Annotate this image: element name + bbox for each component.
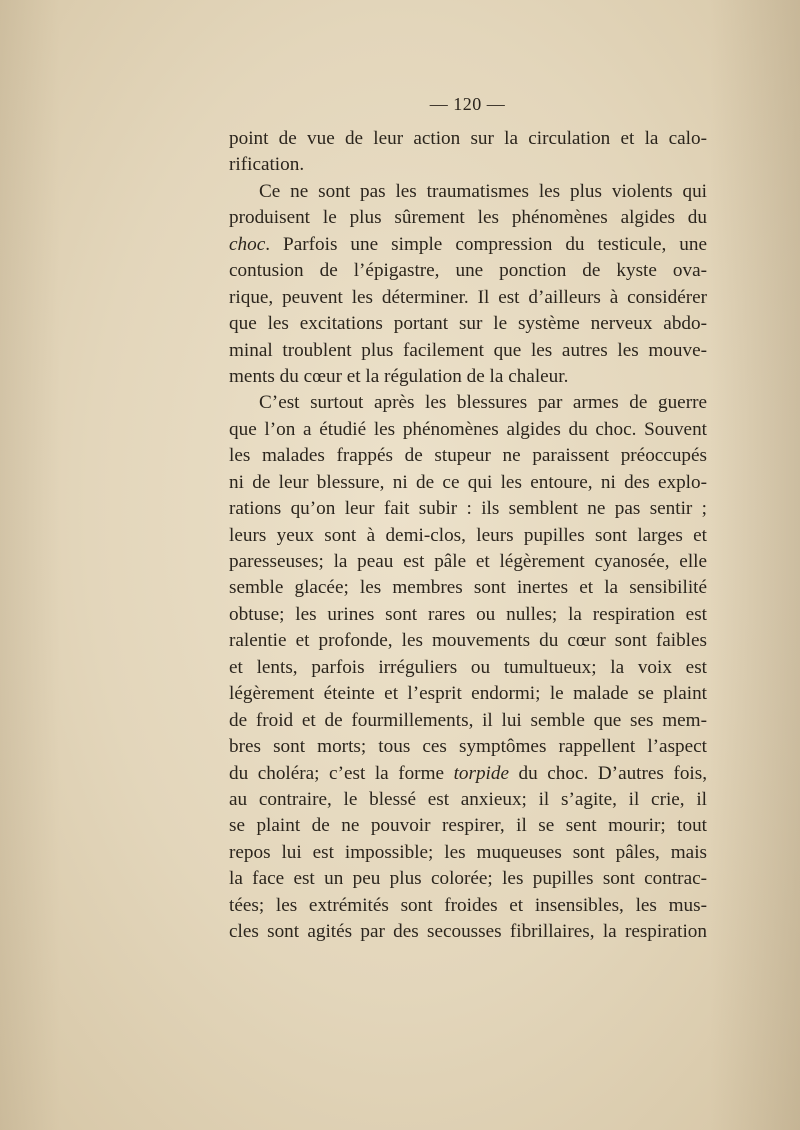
text-line: au contraire, le blessé est anxieux; il s’agite, il crie, il bbox=[229, 788, 707, 810]
text-line bbox=[229, 232, 707, 258]
page-right-shadow bbox=[710, 0, 800, 1130]
text-line: la face est un peu plus colorée; les pupilles sont contrac- bbox=[229, 868, 707, 890]
text-line bbox=[229, 761, 707, 787]
text-line: obtuse; les urines sont rares ou nulles; la respiration est bbox=[229, 603, 707, 625]
text-span: . Parfois une simple compression du testicule, une bbox=[265, 233, 707, 255]
text-line: rations qu’on leur fait subir : ils semblent ne pas sentir ; bbox=[229, 498, 707, 520]
text-line: point de vue de leur action sur la circulation et la calo- bbox=[229, 128, 707, 149]
text-line: que les excitations portant sur le système nerveux abdo- bbox=[229, 313, 707, 335]
text-span: du choléra; c’est la forme bbox=[229, 762, 454, 784]
text-line: de froid et de fourmillements, il lui semble que ses mem- bbox=[229, 709, 707, 731]
italic-term: torpide bbox=[453, 762, 509, 784]
text-line: C’est surtout après les blessures par armes de guerre bbox=[259, 392, 707, 414]
page-number: — 120 — bbox=[429, 94, 506, 114]
text-line: et lents, parfois irréguliers ou tumultueux; la voix est bbox=[229, 656, 707, 678]
text-line: rification. bbox=[229, 154, 305, 176]
text-line: contusion de l’épigastre, une ponction de kyste ova- bbox=[229, 260, 707, 282]
text-line: produisent le plus sûrement les phénomènes algides du bbox=[229, 207, 707, 229]
text-line: bres sont morts; tous ces symptômes rappellent l’aspect bbox=[229, 736, 707, 758]
page-left-shadow bbox=[0, 0, 60, 1130]
text-line: que l’on a étudié les phénomènes algides du choc. Souvent bbox=[229, 418, 707, 440]
text-line: paresseuses; la peau est pâle et légèrement cyanosée, elle bbox=[229, 551, 707, 572]
text-line: légèrement éteinte et l’esprit endormi; le malade se plaint bbox=[229, 683, 707, 705]
text-span: du choc. D’autres fois, bbox=[509, 762, 708, 784]
text-line: semble glacée; les membres sont inertes et la sensibilité bbox=[229, 577, 707, 599]
text-line: tées; les extrémités sont froides et insensibles, les mus- bbox=[229, 894, 707, 916]
text-line: minal troublent plus facilement que les autres les mouve- bbox=[229, 339, 707, 361]
text-line: Ce ne sont pas les traumatismes les plus violents qui bbox=[259, 180, 707, 202]
italic-term: choc bbox=[229, 233, 266, 255]
text-line: ralentie et profonde, les mouvements du cœur sont faibles bbox=[229, 630, 707, 652]
text-line: se plaint de ne pouvoir respirer, il se sent mourir; tout bbox=[229, 815, 707, 837]
text-line: leurs yeux sont à demi-clos, leurs pupilles sont larges et bbox=[229, 524, 707, 546]
body-text bbox=[229, 126, 707, 946]
text-line: ni de leur blessure, ni de ce qui les entoure, ni des explo- bbox=[229, 471, 707, 493]
text-line: repos lui est impossible; les muqueuses sont pâles, mais bbox=[229, 841, 707, 863]
text-line: rique, peuvent les déterminer. Il est d’ailleurs à considérer bbox=[229, 286, 707, 308]
text-line: les malades frappés de stupeur ne paraissent préoccupés bbox=[229, 445, 707, 467]
text-line: cles sont agités par des secousses fibrillaires, la respiration bbox=[229, 921, 707, 943]
text-line: ments du cœur et la régulation de la chaleur. bbox=[229, 365, 569, 387]
